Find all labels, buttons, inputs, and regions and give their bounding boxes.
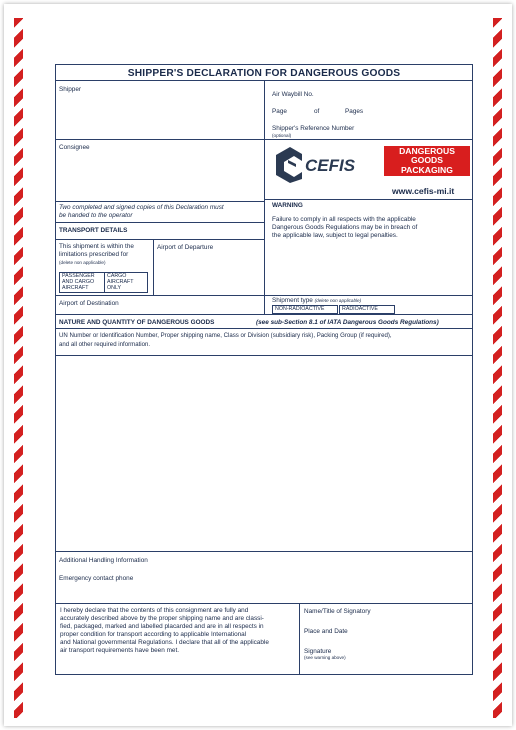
un-instructions: and all other required information. bbox=[59, 341, 151, 348]
handling-label: Additional Handling Information bbox=[59, 557, 148, 564]
rule bbox=[56, 222, 264, 223]
reference-note: (optional) bbox=[272, 133, 292, 138]
rule bbox=[56, 355, 472, 356]
un-instructions: UN Number or Identification Number, Proper shipping name, Class or Division (subsidiary risk), Packing Group (if required), bbox=[59, 332, 392, 339]
cargo-aircraft-option[interactable] bbox=[104, 272, 148, 293]
declaration-text: fied, packaged, marked and labelled placarded and are in all respects in bbox=[60, 623, 264, 630]
passenger-aircraft-option[interactable] bbox=[59, 272, 105, 293]
dangerous-goods-badge bbox=[384, 146, 470, 176]
declaration-form bbox=[55, 64, 473, 675]
badge-line: DANGEROUS bbox=[399, 146, 455, 156]
declaration-sheet bbox=[4, 4, 512, 726]
shipper-field[interactable] bbox=[57, 95, 262, 137]
rule bbox=[264, 80, 265, 314]
warning-text: Dangerous Goods Regulations may be in breach of bbox=[272, 224, 418, 231]
place-date-label: Place and Date bbox=[304, 628, 348, 635]
option-line: AND CARGO bbox=[62, 278, 95, 285]
hazard-stripe-right bbox=[493, 18, 502, 718]
declaration-text: accurately described above by the proper shipping name and are classi- bbox=[60, 615, 264, 622]
signature-label: Signature bbox=[304, 648, 332, 655]
rule bbox=[56, 328, 472, 329]
option-line: PASSENGER bbox=[62, 273, 95, 279]
shipper-label: Shipper bbox=[59, 86, 82, 93]
form-title: SHIPPER'S DECLARATION FOR DANGEROUS GOODS bbox=[127, 68, 401, 79]
declaration-text: proper condition for transport according to applicable International bbox=[60, 631, 247, 638]
badge-line: GOODS bbox=[411, 155, 443, 166]
warning-label: WARNING bbox=[272, 202, 303, 209]
option-line: AIRCRAFT bbox=[62, 284, 89, 291]
limitations-text: This shipment is within the bbox=[59, 243, 134, 250]
emergency-phone-field[interactable] bbox=[146, 571, 466, 585]
copies-note: Two completed and signed copies of this Declaration must bbox=[59, 204, 224, 211]
destination-field[interactable] bbox=[146, 296, 262, 313]
destination-label: Airport of Destination bbox=[59, 300, 119, 307]
dangerous-goods-description-area[interactable] bbox=[57, 357, 471, 549]
option-line: ONLY bbox=[107, 284, 122, 291]
consignee-label: Consignee bbox=[59, 144, 90, 151]
copies-note: be handed to the operator bbox=[59, 212, 133, 219]
option-line: CARGO bbox=[107, 273, 127, 279]
nature-quantity-reference: (see sub-Section 8.1 of IATA Dangerous Goods Regulations) bbox=[256, 319, 439, 326]
warning-text: the applicable law, subject to legal penalties. bbox=[272, 232, 398, 239]
pages-label: Pages bbox=[345, 108, 364, 115]
signatory-label: Name/Title of Signatory bbox=[304, 608, 371, 615]
rule bbox=[56, 201, 264, 202]
rule bbox=[264, 199, 472, 200]
declaration-text: I hereby declare that the contents of this consignment are fully and bbox=[60, 607, 249, 614]
warning-text: Failure to comply in all respects with the applicable bbox=[272, 216, 416, 223]
shipment-type-text: Shipment type bbox=[272, 297, 313, 304]
departure-label: Airport of Departure bbox=[157, 244, 214, 251]
rule bbox=[56, 551, 472, 552]
rule bbox=[299, 603, 300, 675]
reference-label: Shipper's Reference Number bbox=[272, 125, 355, 132]
option-line: AIRCRAFT bbox=[107, 278, 134, 285]
rule bbox=[56, 314, 472, 315]
non-radioactive-option[interactable]: NON-RADIOACTIVE bbox=[272, 305, 338, 314]
shipment-type-label bbox=[272, 297, 361, 305]
page-label: Page bbox=[272, 108, 287, 115]
of-label: of bbox=[314, 108, 320, 115]
rule bbox=[56, 239, 264, 240]
place-date-field[interactable] bbox=[301, 637, 469, 646]
badge-line: PACKAGING bbox=[401, 164, 453, 175]
radioactive-option[interactable]: RADIOACTIVE bbox=[339, 305, 395, 314]
departure-field[interactable] bbox=[154, 253, 263, 293]
emergency-phone-label: Emergency contact phone bbox=[59, 575, 134, 582]
limitations-note: (delete non applicable) bbox=[59, 260, 106, 265]
limitations-text: limitations prescribed for bbox=[59, 251, 129, 258]
signatory-field[interactable] bbox=[301, 617, 469, 626]
transport-details-label: TRANSPORT DETAILS bbox=[59, 227, 128, 234]
signature-note: (see warning above) bbox=[304, 655, 346, 660]
rule bbox=[56, 603, 472, 604]
cefis-logo bbox=[272, 145, 384, 183]
awb-label: Air Waybill No. bbox=[272, 91, 314, 98]
declaration-text: and National governmental Regulations. I declare that all of the applicable bbox=[60, 639, 269, 646]
nature-quantity-label: NATURE AND QUANTITY OF DANGEROUS GOODS bbox=[59, 319, 215, 326]
logo-wordmark: CEFIS bbox=[305, 156, 356, 175]
hazard-stripe-left bbox=[14, 18, 23, 718]
website-url[interactable]: www.cefis-mi.it bbox=[392, 186, 455, 196]
declaration-text: air transport requirements have been met. bbox=[60, 647, 179, 654]
consignee-field[interactable] bbox=[57, 153, 262, 199]
shipment-type-note: (delete non applicable) bbox=[314, 298, 362, 303]
signature-field[interactable] bbox=[301, 661, 469, 673]
